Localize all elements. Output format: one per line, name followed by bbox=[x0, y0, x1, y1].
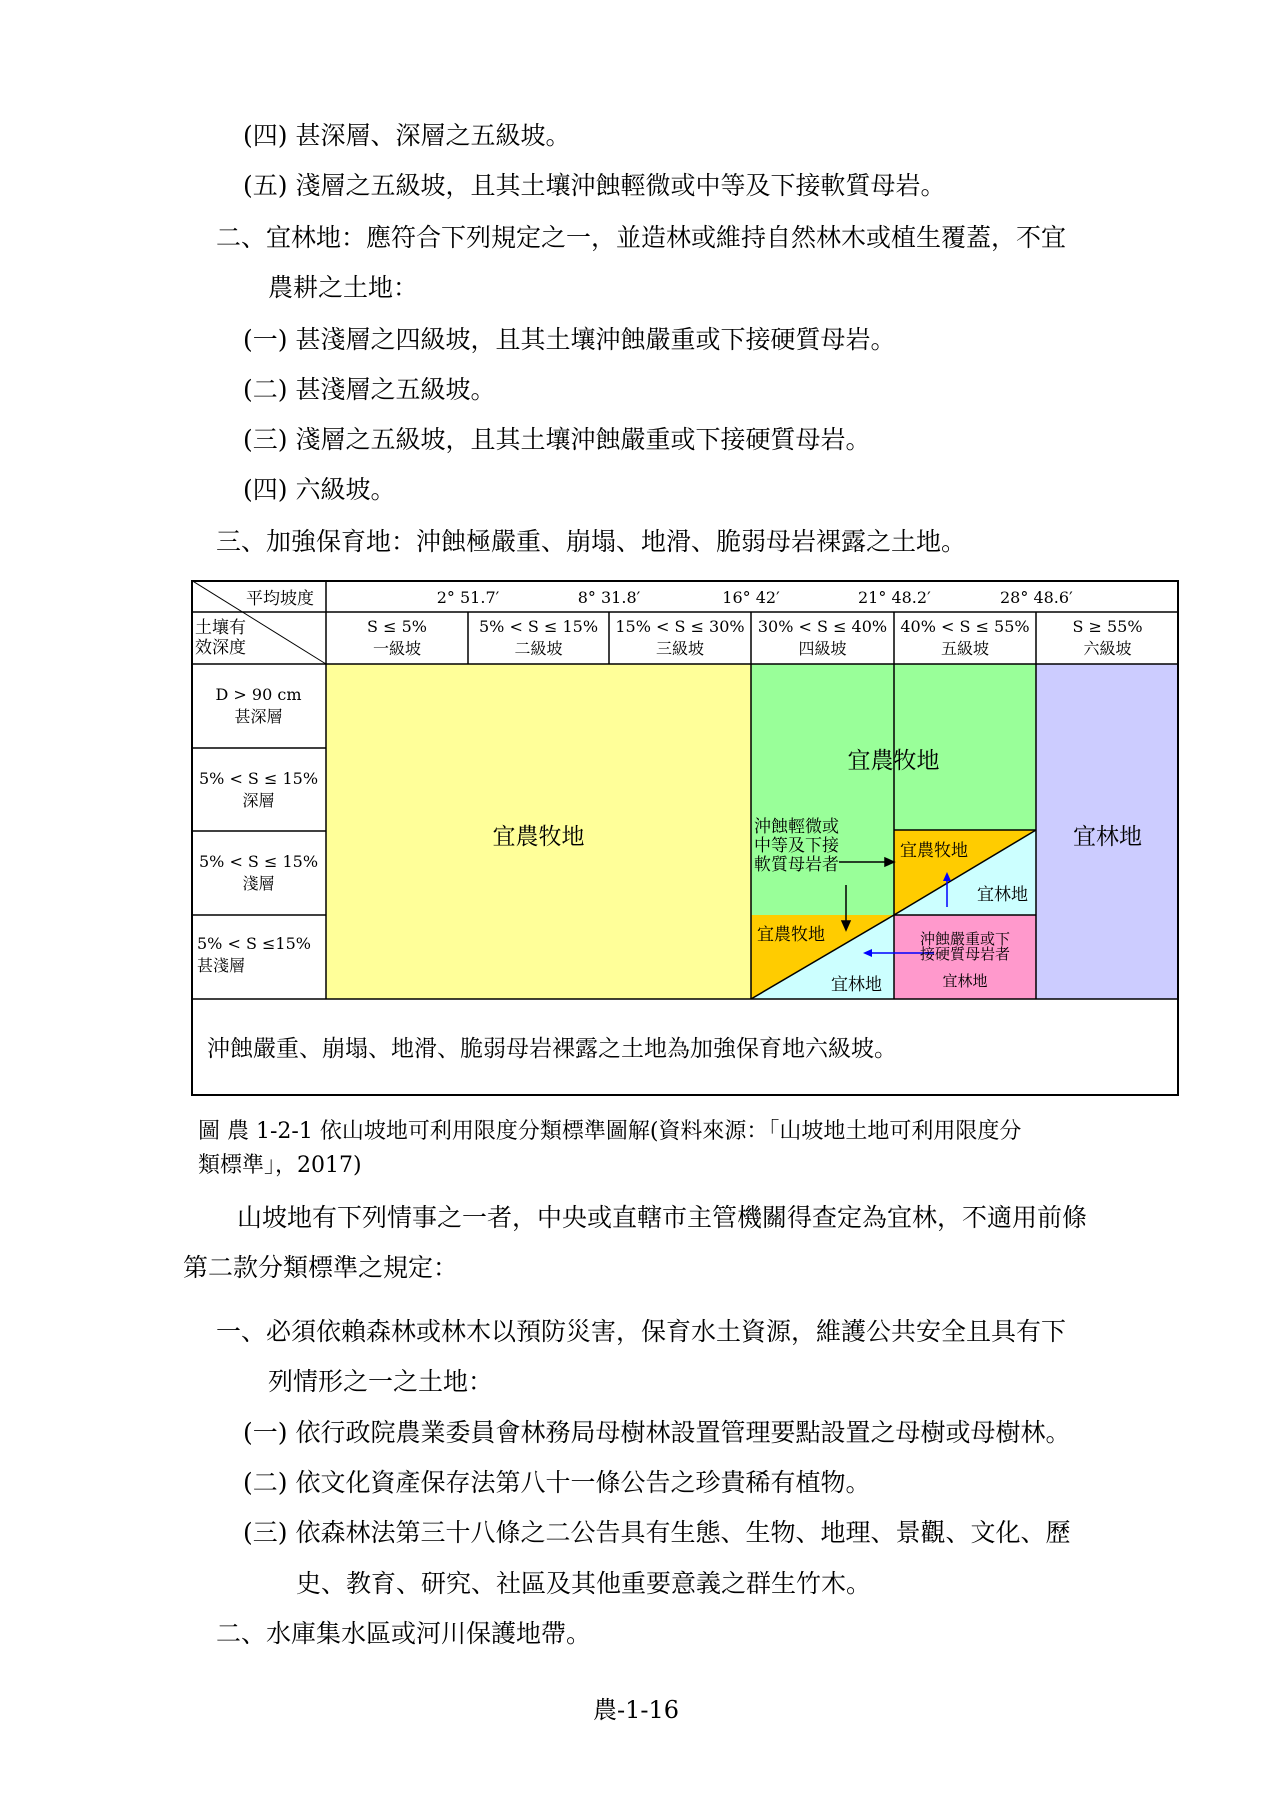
label-note: 沖蝕輕微或 bbox=[754, 817, 839, 837]
depth-name: 淺層 bbox=[242, 874, 275, 893]
label-pink: 宜林地 bbox=[942, 972, 988, 990]
label-triangle-agri-upper: 宜農牧地 bbox=[900, 841, 968, 861]
text-line: 列情形之一之土地： bbox=[268, 1367, 494, 1396]
slope-grade: 二級坡 bbox=[514, 639, 563, 658]
label-triangle-agri-lower: 宜農牧地 bbox=[757, 925, 825, 945]
depth-name: 甚深層 bbox=[234, 707, 283, 726]
angle-label: 2° 51.7′ bbox=[436, 588, 500, 607]
label-pink: 接硬質母岩者 bbox=[919, 945, 1010, 963]
angle-label: 21° 48.2′ bbox=[858, 588, 931, 607]
figure-bottom-note: 沖蝕嚴重、崩塌、地滑、脆弱母岩裸露之土地為加強保育地六級坡。 bbox=[207, 1036, 897, 1062]
angle-label: 28° 48.6′ bbox=[1000, 588, 1073, 607]
label-pink: 沖蝕嚴重或下 bbox=[919, 930, 1010, 948]
slope-range: 30% < S ≤ 40% bbox=[757, 617, 888, 636]
text-line: (一) 依行政院農業委員會林務局母樹林設置管理要點設置之母樹或母樹林。 bbox=[243, 1418, 1071, 1447]
depth-range: 5% < S ≤ 15% bbox=[198, 769, 319, 788]
text-line: 二、宜林地：應符合下列規定之一，並造林或維持自然林木或植生覆蓋，不宜 bbox=[216, 223, 1067, 252]
figure-caption-line: 圖 農 1-2-1 依山坡地可利用限度分類標準圖解(資料來源：「山坡地土地可利用限度分 bbox=[198, 1119, 1022, 1144]
slope-classification-figure bbox=[191, 580, 1179, 1096]
page-number: 農-1-16 bbox=[592, 1696, 680, 1724]
angle-label: 16° 42′ bbox=[722, 588, 780, 607]
text-line: (四) 六級坡。 bbox=[243, 475, 396, 504]
slope-range: S ≥ 55% bbox=[1072, 617, 1143, 636]
figure-caption-line: 類標準」，2017) bbox=[198, 1153, 362, 1178]
slope-grade: 五級坡 bbox=[940, 639, 989, 658]
text-line: (二) 甚淺層之五級坡。 bbox=[243, 375, 496, 404]
label-agri-mid: 宜農牧地 bbox=[847, 748, 940, 774]
header-left-label-2: 效深度 bbox=[195, 638, 246, 658]
text-line: (五) 淺層之五級坡，且其土壤沖蝕輕微或中等及下接軟質母岩。 bbox=[243, 171, 946, 200]
label-note: 軟質母岩者 bbox=[754, 855, 839, 875]
depth-name: 深層 bbox=[242, 791, 275, 810]
text-line: (二) 依文化資產保存法第八十一條公告之珍貴稀有植物。 bbox=[243, 1468, 871, 1497]
text-line: (三) 依森林法第三十八條之二公告具有生態、生物、地理、景觀、文化、歷 bbox=[243, 1518, 1071, 1547]
depth-range: D > 90 cm bbox=[215, 685, 302, 704]
angle-label: 8° 31.8′ bbox=[577, 588, 641, 607]
header-top-label: 平均坡度 bbox=[246, 589, 314, 609]
text-line: (一) 甚淺層之四級坡，且其土壤沖蝕嚴重或下接硬質母岩。 bbox=[243, 325, 896, 354]
label-triangle-forest-upper: 宜林地 bbox=[977, 885, 1028, 905]
label-triangle-forest-lower: 宜林地 bbox=[831, 975, 882, 995]
text-line: 一、必須依賴森林或林木以預防災害，保育水土資源，維護公共安全且具有下 bbox=[216, 1317, 1067, 1346]
slope-range: S ≤ 5% bbox=[367, 617, 427, 636]
text-line: (四) 甚深層、深層之五級坡。 bbox=[243, 121, 571, 150]
slope-grade: 三級坡 bbox=[655, 639, 704, 658]
slope-range: 5% < S ≤ 15% bbox=[478, 617, 599, 636]
depth-name: 甚淺層 bbox=[197, 956, 246, 975]
slope-range: 15% < S ≤ 30% bbox=[615, 617, 745, 636]
slope-grade: 一級坡 bbox=[372, 639, 421, 658]
slope-grade: 四級坡 bbox=[798, 639, 847, 658]
slope-range: 40% < S ≤ 55% bbox=[900, 617, 1030, 636]
text-line: 第二款分類標準之規定： bbox=[183, 1253, 459, 1282]
label-note: 中等及下接 bbox=[754, 836, 839, 856]
header-left-label-1: 土壤有 bbox=[195, 618, 246, 638]
slope-grade: 六級坡 bbox=[1083, 639, 1132, 658]
text-line: 三、加強保育地：沖蝕極嚴重、崩塌、地滑、脆弱母岩裸露之土地。 bbox=[216, 527, 967, 556]
depth-range: 5% < S ≤15% bbox=[197, 934, 311, 953]
depth-range: 5% < S ≤ 15% bbox=[198, 852, 319, 871]
text-line: (三) 淺層之五級坡，且其土壤沖蝕嚴重或下接硬質母岩。 bbox=[243, 425, 871, 454]
text-line: 農耕之土地： bbox=[268, 273, 419, 302]
label-forest: 宜林地 bbox=[1073, 824, 1142, 850]
text-line: 史、教育、研究、社區及其他重要意義之群生竹木。 bbox=[296, 1569, 872, 1598]
label-agri-large: 宜農牧地 bbox=[492, 824, 585, 850]
text-line: 山坡地有下列情事之一者，中央或直轄市主管機關得查定為宜林，不適用前條 bbox=[237, 1203, 1088, 1232]
text-line: 二、水庫集水區或河川保護地帶。 bbox=[216, 1619, 592, 1648]
